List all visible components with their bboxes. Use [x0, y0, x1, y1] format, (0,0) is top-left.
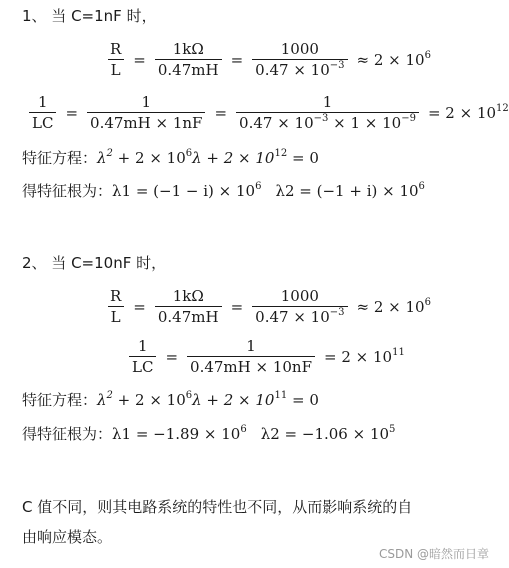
numerator: 1	[141, 93, 152, 111]
term: = 0	[287, 149, 319, 167]
conclusion-line-1: C 值不同，则其电路系统的特性也不同，从而影响系统的自	[22, 498, 413, 516]
exponent: 12	[274, 148, 288, 159]
denominator: 0.47mH	[155, 59, 222, 79]
denominator-base: 0.47 × 10	[255, 308, 330, 326]
case1-equation-one-over-lc	[26, 93, 509, 132]
numerator: 1	[37, 93, 48, 111]
result-base: ≈ 2 × 10	[356, 297, 425, 316]
denominator: L	[108, 306, 124, 326]
label: 得特征根为：	[22, 182, 113, 200]
numerator: 1	[246, 337, 256, 355]
term: = 0	[287, 391, 319, 409]
numerator: 1	[322, 93, 333, 111]
root-text: λ2 = (−1 + i) × 10	[275, 182, 419, 200]
case1-characteristic-equation	[22, 148, 319, 168]
equals-sign: =	[65, 103, 79, 122]
exponent: −3	[313, 113, 329, 124]
root-text: λ1 = −1.89 × 10	[112, 425, 241, 443]
numerator: 1kΩ	[172, 40, 204, 58]
denominator	[252, 59, 347, 79]
equals-sign: =	[165, 347, 179, 366]
root-2	[275, 182, 424, 200]
exponent: 2	[106, 390, 113, 401]
term: + 2 × 10	[112, 149, 186, 167]
denominator	[236, 112, 419, 132]
equals-sign: =	[214, 103, 228, 122]
fraction	[107, 287, 124, 326]
numerator: 1000	[280, 287, 319, 305]
fraction	[155, 287, 222, 326]
exponent: −3	[329, 307, 345, 318]
term: λ + 2 × 10	[192, 149, 275, 167]
denominator: 0.47mH × 1nF	[87, 112, 205, 132]
fraction	[87, 93, 205, 132]
exponent: 6	[185, 148, 193, 159]
exponent: 6	[424, 296, 431, 308]
label: 特征方程：	[22, 391, 98, 409]
numerator: 1	[137, 337, 148, 355]
equals-sign: =	[133, 297, 146, 316]
fraction	[129, 337, 156, 376]
denominator: 0.47mH × 10nF	[187, 356, 315, 376]
exponent: 11	[274, 390, 288, 401]
exponent: 5	[389, 424, 396, 435]
result-base: ≈ 2 × 10	[356, 50, 425, 69]
fraction	[252, 287, 347, 326]
label: 特征方程：	[22, 149, 98, 167]
case2-heading: 2、 当 C=10nF 时，	[22, 254, 167, 272]
numerator: R	[110, 40, 122, 58]
numerator: 1000	[280, 40, 319, 58]
exponent: 6	[255, 181, 262, 192]
denominator	[252, 306, 347, 326]
exponent: −3	[329, 60, 345, 71]
exponent: 6	[424, 49, 431, 61]
exponent: 11	[392, 346, 405, 358]
result	[324, 348, 405, 366]
denominator-part: 0.47 × 10	[239, 114, 314, 132]
case2-equation-r-over-l	[104, 287, 431, 326]
term: λ	[97, 149, 107, 167]
fraction	[155, 40, 222, 79]
result	[357, 51, 431, 69]
exponent: −9	[401, 113, 416, 124]
case2-equation-one-over-lc	[126, 337, 405, 376]
equals-sign: =	[230, 50, 244, 69]
math	[97, 149, 319, 167]
case2-characteristic-equation	[22, 390, 319, 410]
fraction	[236, 93, 419, 132]
case1-heading: 1、 当 C=1nF 时，	[22, 7, 157, 25]
fraction	[107, 40, 124, 79]
case1-equation-r-over-l	[104, 40, 431, 79]
denominator-base: 0.47 × 10	[255, 61, 330, 79]
result	[357, 298, 431, 316]
result	[428, 104, 509, 122]
denominator-part: × 1 × 10	[328, 114, 402, 132]
label: 得特征根为：	[22, 425, 113, 443]
root-text: λ1 = (−1 − i) × 10	[112, 182, 256, 200]
root-2	[261, 425, 396, 443]
exponent: 6	[185, 390, 193, 401]
denominator: 0.47mH	[155, 306, 222, 326]
numerator: R	[110, 287, 122, 305]
root-1	[112, 425, 247, 443]
exponent: 2	[106, 148, 113, 159]
root-text: λ2 = −1.06 × 10	[260, 425, 390, 443]
fraction	[187, 337, 315, 376]
root-1	[112, 182, 261, 200]
term: λ + 2 × 10	[192, 391, 275, 409]
watermark: CSDN @暗然而日章	[378, 547, 489, 561]
case1-roots	[22, 181, 425, 201]
exponent: 12	[496, 102, 509, 114]
fraction	[29, 93, 56, 132]
numerator: 1kΩ	[172, 287, 204, 305]
term: + 2 × 10	[112, 391, 186, 409]
result-base: = 2 × 10	[324, 347, 393, 366]
conclusion-line-2: 由响应模态。	[22, 528, 113, 546]
exponent: 6	[240, 424, 247, 435]
denominator: LC	[129, 356, 156, 376]
case2-roots	[22, 424, 395, 444]
denominator: LC	[29, 112, 56, 132]
term: λ	[97, 391, 107, 409]
fraction	[252, 40, 347, 79]
denominator: L	[108, 59, 124, 79]
exponent: 6	[418, 181, 425, 192]
result-base: = 2 × 10	[427, 103, 497, 122]
equals-sign: =	[230, 297, 244, 316]
math	[97, 391, 319, 409]
equals-sign: =	[133, 50, 146, 69]
